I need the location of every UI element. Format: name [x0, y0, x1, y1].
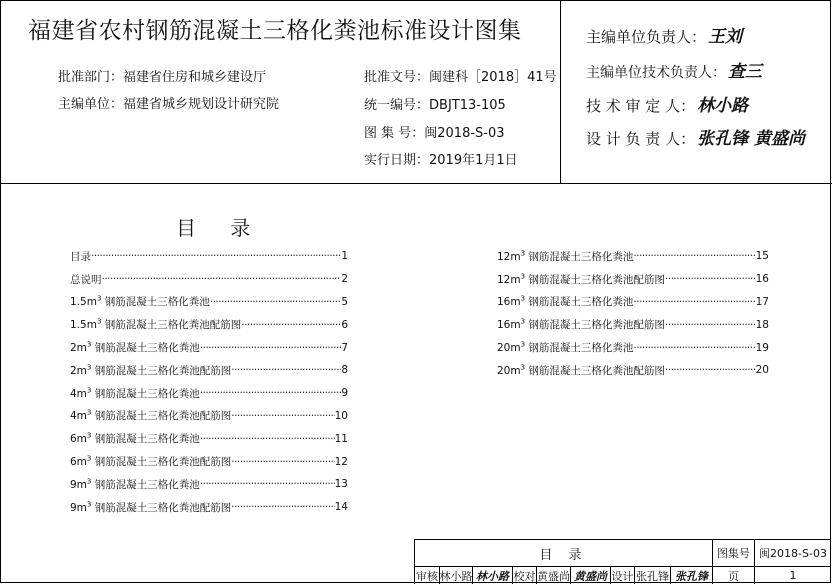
toc-entry — [70, 268, 348, 291]
toc-leader-dots — [102, 273, 342, 285]
toc-leader-dots — [633, 250, 755, 262]
toc-entry-label: $16m^3$ 钢筋混凝土三格化粪池配筋图 — [497, 317, 665, 332]
toc-entry-label: $12m^3$ 钢筋混凝土三格化粪池配筋图 — [497, 272, 665, 286]
handwritten-signature: 黄盛尚 — [570, 566, 610, 584]
signature-row: 技 术 审 定 人： 林小路 — [586, 96, 749, 116]
toc-entry — [70, 450, 348, 473]
toc-entry-label: $1.5m^3$ 钢筋混凝土三格化粪池配筋图 — [70, 317, 242, 332]
toc-leader-dots — [633, 296, 755, 308]
toc-page-number: 5 — [341, 295, 348, 308]
handwritten-signature: 查三 — [728, 62, 762, 82]
toc-entry-label: $12m^3$ 钢筋混凝土三格化粪池 — [497, 249, 634, 263]
toc-page-number: 15 — [755, 250, 769, 263]
toc-right-column — [497, 245, 769, 382]
handwritten-signature: 林小路 — [472, 566, 512, 584]
toc-page-number: 17 — [755, 295, 769, 308]
toc-entry-label: $16m^3$ 钢筋混凝土三格化粪池 — [497, 294, 634, 309]
toc-entry-label: $20m^3$ 钢筋混凝土三格化粪池 — [497, 340, 634, 355]
handwritten-signature: 张孔锋 — [670, 566, 712, 584]
toc-page-number: 12 — [334, 455, 348, 468]
toc-entry — [497, 245, 769, 268]
toc-entry-label: $2m^3$ 钢筋混凝土三格化粪池配筋图 — [70, 363, 232, 377]
toc-entry-label: $20m^3$ 钢筋混凝土三格化粪池配筋图 — [497, 363, 665, 377]
atlas-title: 福建省农村钢筋混凝土三格化粪池标准设计图集 — [28, 18, 522, 44]
toc-entry — [497, 268, 769, 291]
header-vertical-divider — [560, 0, 561, 184]
approval-dept: 批准部门：福建省住房和城乡建设厅 — [58, 70, 267, 85]
toc-leader-dots — [200, 387, 342, 399]
drawing-name: 目 录 — [414, 539, 712, 566]
toc-page-number: 18 — [755, 318, 769, 331]
toc-page-number: 7 — [341, 341, 348, 354]
toc-leader-dots — [231, 501, 334, 513]
toc-entry-label: $1.5m^3$ 钢筋混凝土三格化粪池 — [70, 294, 210, 309]
toc-leader-dots — [231, 364, 341, 376]
title-block — [414, 539, 831, 584]
toc-entry-label: 总说明 — [70, 273, 102, 286]
toc-entry — [70, 473, 348, 496]
checker-name: 黄盛尚 — [536, 566, 570, 584]
toc-leader-dots — [665, 364, 756, 376]
handwritten-signature: 林小路 — [697, 96, 749, 116]
toc-page-number: 2 — [341, 273, 348, 286]
toc-entry — [70, 496, 348, 519]
page-label: 页 — [712, 566, 754, 584]
toc-page-number: 19 — [755, 341, 769, 354]
impl-date: 实行日期：2019年1月1日 — [364, 153, 518, 168]
review-label: 审核 — [414, 566, 439, 584]
toc-leader-dots — [231, 410, 334, 422]
toc-entry-label: $9m^3$ 钢筋混凝土三格化粪池配筋图 — [70, 500, 232, 514]
toc-entry — [70, 382, 348, 405]
handwritten-signature: 王刘 — [708, 27, 743, 47]
toc-leader-dots — [665, 319, 756, 331]
toc-leader-dots — [241, 319, 341, 331]
toc-leader-dots — [665, 273, 756, 285]
toc-entry — [70, 405, 348, 428]
handwritten-signature: 张孔锋 黄盛尚 — [697, 129, 805, 149]
toc-entry-label: $4m^3$ 钢筋混凝土三格化粪池 — [70, 386, 200, 400]
atlas-no-label: 图集号 — [712, 539, 754, 566]
toc-entry — [70, 427, 348, 450]
unified-no: 统一编号：DBJT13-105 — [364, 98, 506, 113]
toc-entry — [70, 313, 348, 336]
toc-page-number: 11 — [334, 432, 348, 445]
toc-page-number: 13 — [334, 478, 348, 491]
toc-entry-label: $4m^3$ 钢筋混凝土三格化粪池配筋图 — [70, 408, 232, 423]
toc-heading: 目 录 — [176, 216, 265, 240]
toc-leader-dots — [200, 433, 335, 445]
designer-name: 张孔锋 — [634, 566, 670, 584]
toc-page-number: 8 — [341, 364, 348, 377]
toc-leader-dots — [633, 342, 755, 354]
toc-page-number: 10 — [334, 409, 348, 422]
toc-entry-label: $9m^3$ 钢筋混凝土三格化粪池 — [70, 477, 200, 491]
toc-entry — [497, 291, 769, 314]
toc-entry — [497, 359, 769, 382]
toc-entry-label: $6m^3$ 钢筋混凝土三格化粪池配筋图 — [70, 454, 232, 469]
reviewer-name: 林小路 — [439, 566, 472, 584]
page-value: 1 — [754, 566, 831, 584]
editor-unit: 主编单位：福建省城乡规划设计研究院 — [58, 97, 280, 112]
toc-entry — [497, 313, 769, 336]
toc-left-column — [70, 245, 348, 519]
toc-entry-label: 目录 — [70, 250, 91, 263]
signature-row: 主编单位负责人： 王刘 — [586, 27, 743, 47]
atlas-no: 图 集 号：闽2018-S-03 — [364, 126, 505, 141]
toc-entry-label: $2m^3$ 钢筋混凝土三格化粪池 — [70, 340, 200, 355]
design-label: 设计 — [610, 566, 634, 584]
toc-page-number: 16 — [755, 273, 769, 286]
toc-leader-dots — [200, 342, 342, 354]
toc-leader-dots — [91, 250, 341, 262]
toc-entry — [497, 336, 769, 359]
toc-entry — [70, 291, 348, 314]
toc-entry — [70, 359, 348, 382]
toc-page-number: 9 — [341, 387, 348, 400]
approval-no: 批准文号：闽建科［2018］41号 — [364, 70, 557, 85]
header-divider — [0, 183, 832, 184]
signature-row: 设 计 负 责 人： 张孔锋 黄盛尚 — [586, 129, 805, 149]
check-label: 校对 — [512, 566, 536, 584]
toc-entry — [70, 245, 348, 268]
toc-entry — [70, 336, 348, 359]
toc-page-number: 14 — [334, 501, 348, 514]
toc-leader-dots — [210, 296, 342, 308]
atlas-no-value: 闽2018-S-03 — [754, 539, 831, 566]
signature-row: 主编单位技术负责人： 查三 — [586, 62, 762, 82]
toc-page-number: 1 — [341, 250, 348, 263]
toc-page-number: 20 — [755, 364, 769, 377]
toc-page-number: 6 — [341, 318, 348, 331]
toc-entry-label: $6m^3$ 钢筋混凝土三格化粪池 — [70, 431, 200, 446]
toc-leader-dots — [231, 456, 334, 468]
toc-leader-dots — [200, 478, 335, 490]
